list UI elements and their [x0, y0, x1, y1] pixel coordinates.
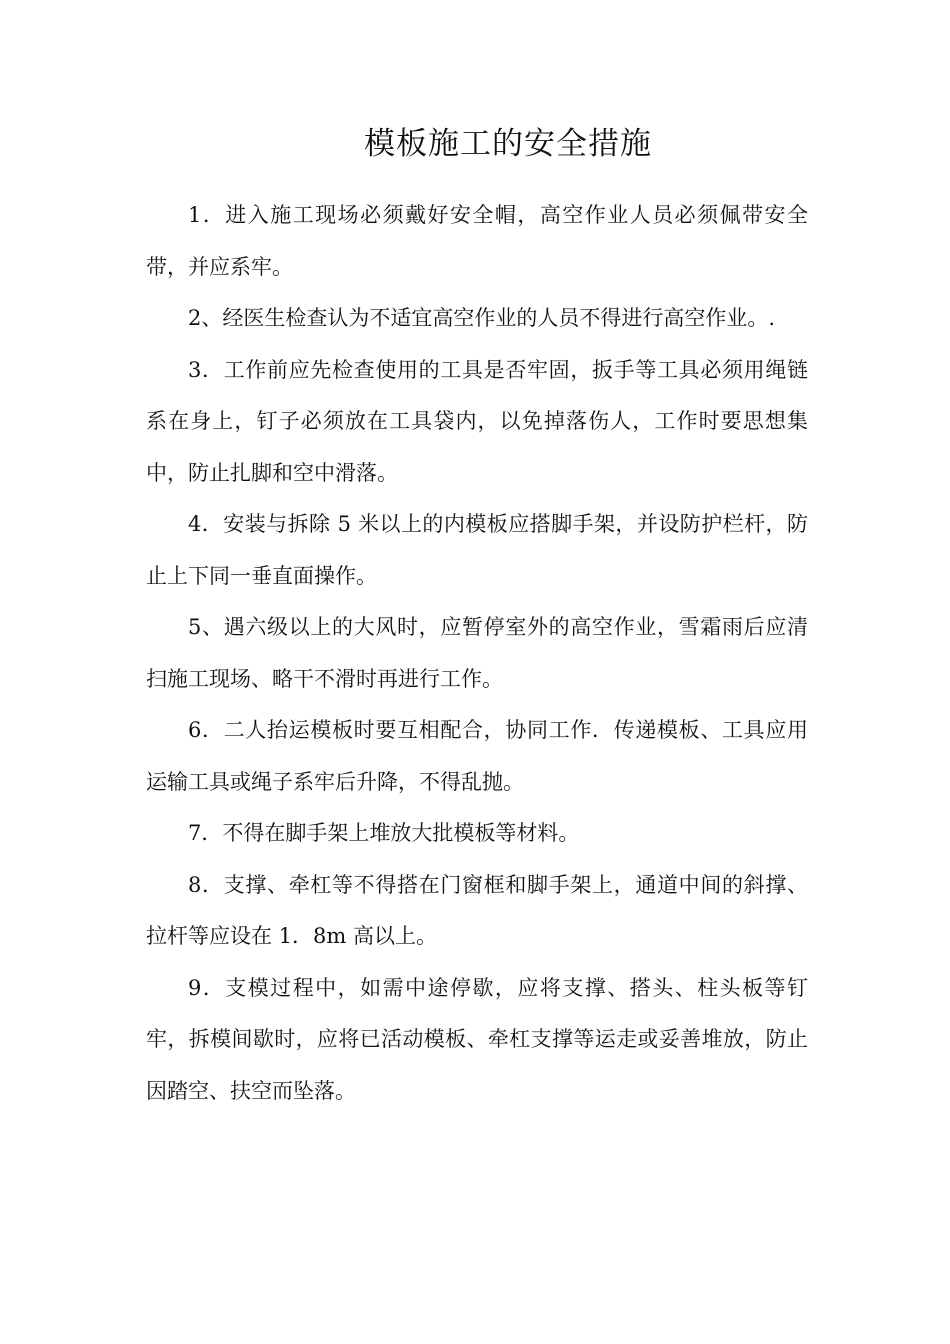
paragraph-8: 8．支撑、牵杠等不得搭在门窗框和脚手架上，通道中间的斜撑、拉杆等应设在 1．8m 高以上。 — [146, 872, 808, 948]
paragraph-1: 1．进入施工现场必须戴好安全帽，高空作业人员必须佩带安全带，并应系牢。 — [146, 203, 808, 279]
paragraph-2: 2、经医生检查认为不适宜高空作业的人员不得进行高空作业。. — [188, 306, 776, 330]
document-body — [146, 190, 808, 1117]
paragraph-6: 6．二人抬运模板时要互相配合，协同工作．传递模板、工具应用运输工具或绳子系牢后升降，不得乱抛。 — [146, 718, 808, 794]
paragraph-9: 9．支模过程中，如需中途停歇，应将支撑、搭头、柱头板等钉牢，拆模间歇时，应将已活动模板、牵杠支撑等运走或妥善堆放，防止因踏空、扶空而坠落。 — [146, 975, 808, 1103]
document-title: 模板施工的安全措施 — [364, 126, 652, 162]
paragraph-7: 7．不得在脚手架上堆放大批模板等材料。 — [188, 821, 580, 845]
paragraph-5: 5、遇六级以上的大风时，应暂停室外的高空作业，雪霜雨后应清扫施工现场、略干不滑时再进行工作。 — [146, 615, 808, 691]
paragraph-4: 4．安装与拆除 5 米以上的内模板应搭脚手架，并设防护栏杆，防止上下同一垂直面操作。 — [146, 512, 808, 588]
paragraph-3: 3．工作前应先检查使用的工具是否牢固，扳手等工具必须用绳链系在身上，钉子必须放在工具袋内，以免掉落伤人，工作时要思想集中，防止扎脚和空中滑落。 — [146, 357, 808, 485]
